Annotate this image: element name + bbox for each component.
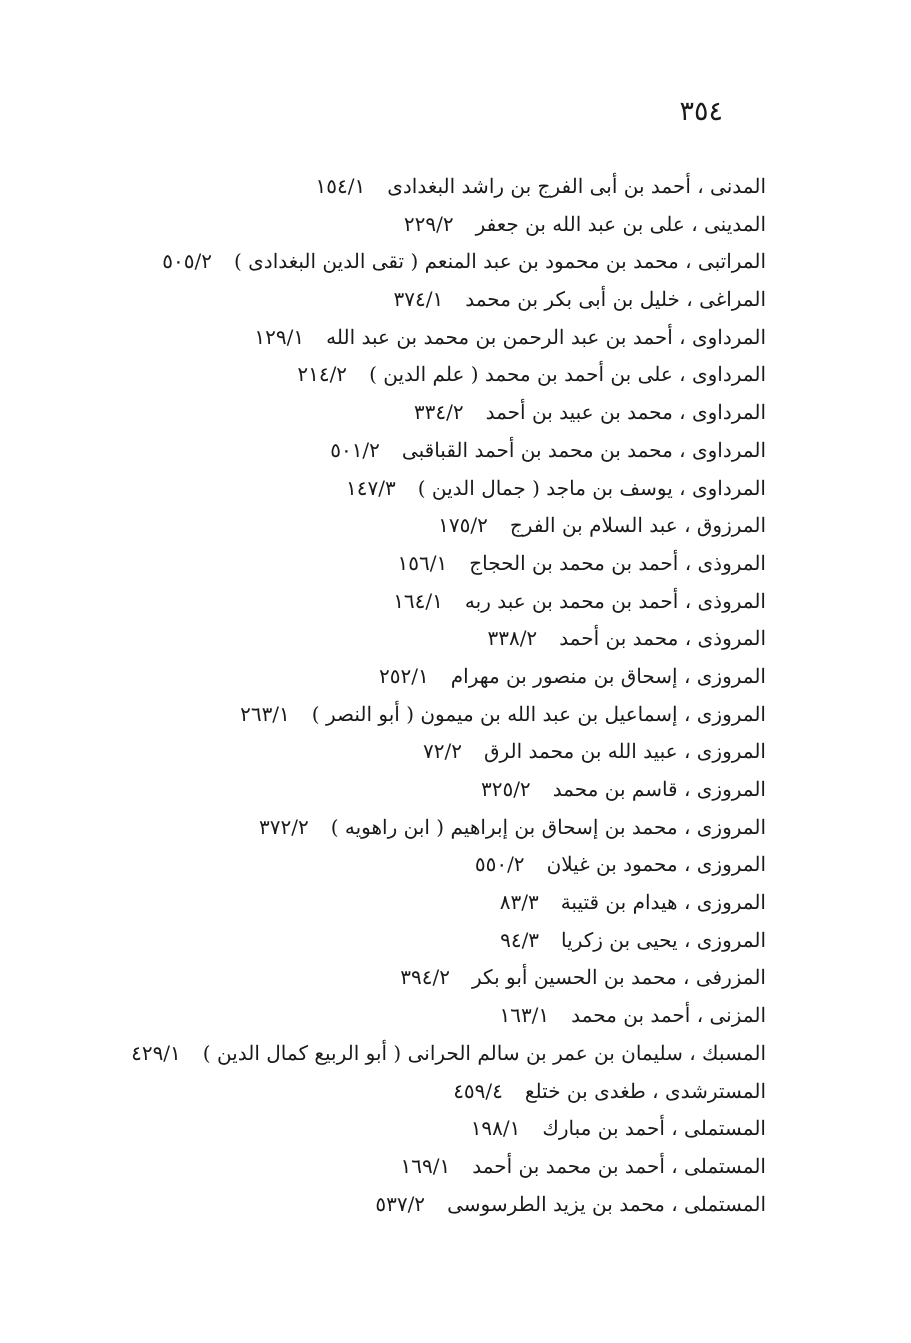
entry-name: المرزوق ، عبد السلام بن الفرج [509,513,766,538]
entry-reference: ١٢٩/١ [254,324,305,349]
entry-reference: ١٩٨/١ [470,1116,521,1141]
index-entry [66,771,766,809]
index-entries-list [66,168,766,1223]
entry-name: المروزى ، قاسم بن محمد [552,777,766,801]
entry-reference: ١٤٧/٣ [346,475,396,500]
index-entry [66,733,766,771]
entry-name: المرداوى ، يوسف بن ماجد ( جمال الدين ) [417,475,766,500]
entry-reference: ١٧٥/٢ [438,513,488,538]
entry-reference: ١٦٣/١ [499,1003,550,1028]
entry-name: المدينى ، على بن عبد الله بن جعفر [475,211,766,236]
entry-name: المروزى ، هيدام بن قتيبة [560,890,766,915]
entry-reference: ٥٣٧/٢ [375,1191,426,1216]
index-entry [66,243,766,281]
entry-name: المستملى ، أحمد بن محمد بن أحمد [472,1153,766,1178]
index-entry [66,884,766,922]
entry-name: المروذى ، أحمد بن محمد بن الحجاج [469,550,766,575]
entry-reference: ٢٥٢/١ [379,663,429,688]
entry-reference: ٤٥٩/٤ [453,1078,503,1103]
index-entry [66,206,766,244]
index-entry [66,470,766,508]
entry-reference: ١٦٤/١ [393,588,443,613]
index-entry [66,319,766,357]
index-entry [66,846,766,884]
index-entry [66,1186,766,1224]
entry-reference: ١٥٤/١ [315,174,366,198]
entry-name: المدنى ، أحمد بن أبى الفرج بن راشد البغدادى [387,174,766,198]
index-entry [66,1035,766,1073]
entry-name: المروذى ، محمد بن أحمد [559,626,766,651]
entry-name: المروذى ، أحمد بن محمد بن عبد ربه [464,588,766,613]
entry-name: المسترشدى ، طغدى بن ختلع [524,1078,766,1103]
entry-name: المزرفى ، محمد بن الحسين أبو بكر [472,965,766,990]
entry-reference: ٩٤/٣ [500,927,540,952]
entry-name: المرداوى ، محمد بن عبيد بن أحمد [485,400,766,425]
index-entry [66,394,766,432]
index-entry [66,1110,766,1148]
index-entry [66,696,766,734]
entry-name: المروزى ، محمد بن إسحاق بن إبراهيم ( ابن راهويه ) [330,814,766,839]
entry-name: المرداوى ، أحمد بن عبد الرحمن بن محمد بن عبد الله [326,324,766,349]
index-entry [66,168,766,206]
page-number: ٣٥٤ [679,96,723,127]
entry-name: المرداوى ، محمد بن محمد بن أحمد القباقبى [401,437,766,462]
entry-reference: ٥٠١/٢ [330,437,380,462]
entry-reference: ٨٣/٣ [499,890,539,915]
entry-reference: ٢٢٩/٢ [403,211,454,236]
index-entry [66,356,766,394]
entry-reference: ٧٢/٢ [423,739,462,764]
index-entry [66,281,766,319]
entry-reference: ٤٢٩/١ [131,1040,181,1065]
entry-name: المروزى ، إسحاق بن منصور بن مهرام [450,663,766,688]
entry-name: المزنى ، أحمد بن محمد [571,1003,766,1028]
index-entry [66,922,766,960]
entry-name: المروزى ، محمود بن غيلان [546,852,766,877]
index-entry [66,432,766,470]
entry-reference: ٥٥٠/٢ [474,852,525,877]
entry-name: المستملى ، أحمد بن مبارك [542,1116,766,1141]
entry-reference: ١٥٦/١ [397,550,448,575]
index-entry [66,809,766,847]
index-entry [66,658,766,696]
index-entry [66,620,766,658]
entry-reference: ٢٦٣/١ [240,701,290,726]
entry-reference: ٣٣٨/٢ [487,626,538,651]
entry-reference: ١٦٩/١ [400,1153,451,1178]
entry-reference: ٣٢٥/٢ [480,777,531,801]
entry-name: المروزى ، يحيى بن زكريا [561,927,766,952]
entry-name: المروزى ، عبيد الله بن محمد الرق [484,739,766,764]
index-entry [66,583,766,621]
index-entry [66,959,766,997]
entry-name: المراغى ، خليل بن أبى بكر بن محمد [465,287,766,312]
index-entry [66,545,766,583]
index-entry [66,507,766,545]
index-entry [66,997,766,1035]
entry-reference: ٣٣٤/٢ [413,400,464,425]
entry-name: المستملى ، محمد بن يزيد الطرسوسى [447,1191,766,1216]
index-entry [66,1073,766,1111]
entry-reference: ٥٠٥/٢ [162,249,212,274]
entry-reference: ٣٧٢/٢ [258,814,309,839]
entry-name: المسبك ، سليمان بن عمر بن سالم الحرانى ( أبو الربيع كمال الدين ) [202,1040,766,1065]
entry-name: المرداوى ، على بن أحمد بن محمد ( علم الدين ) [369,362,766,387]
entry-reference: ٣٧٤/١ [393,287,444,312]
entry-reference: ٣٩٤/٢ [400,965,451,990]
entry-name: المروزى ، إسماعيل بن عبد الله بن ميمون ( أبو النصر ) [311,701,766,726]
entry-reference: ٢١٤/٢ [297,362,348,387]
entry-name: المراتبى ، محمد بن محمود بن عبد المنعم ( تقى الدين البغدادى ) [233,249,766,274]
index-entry [66,1148,766,1186]
